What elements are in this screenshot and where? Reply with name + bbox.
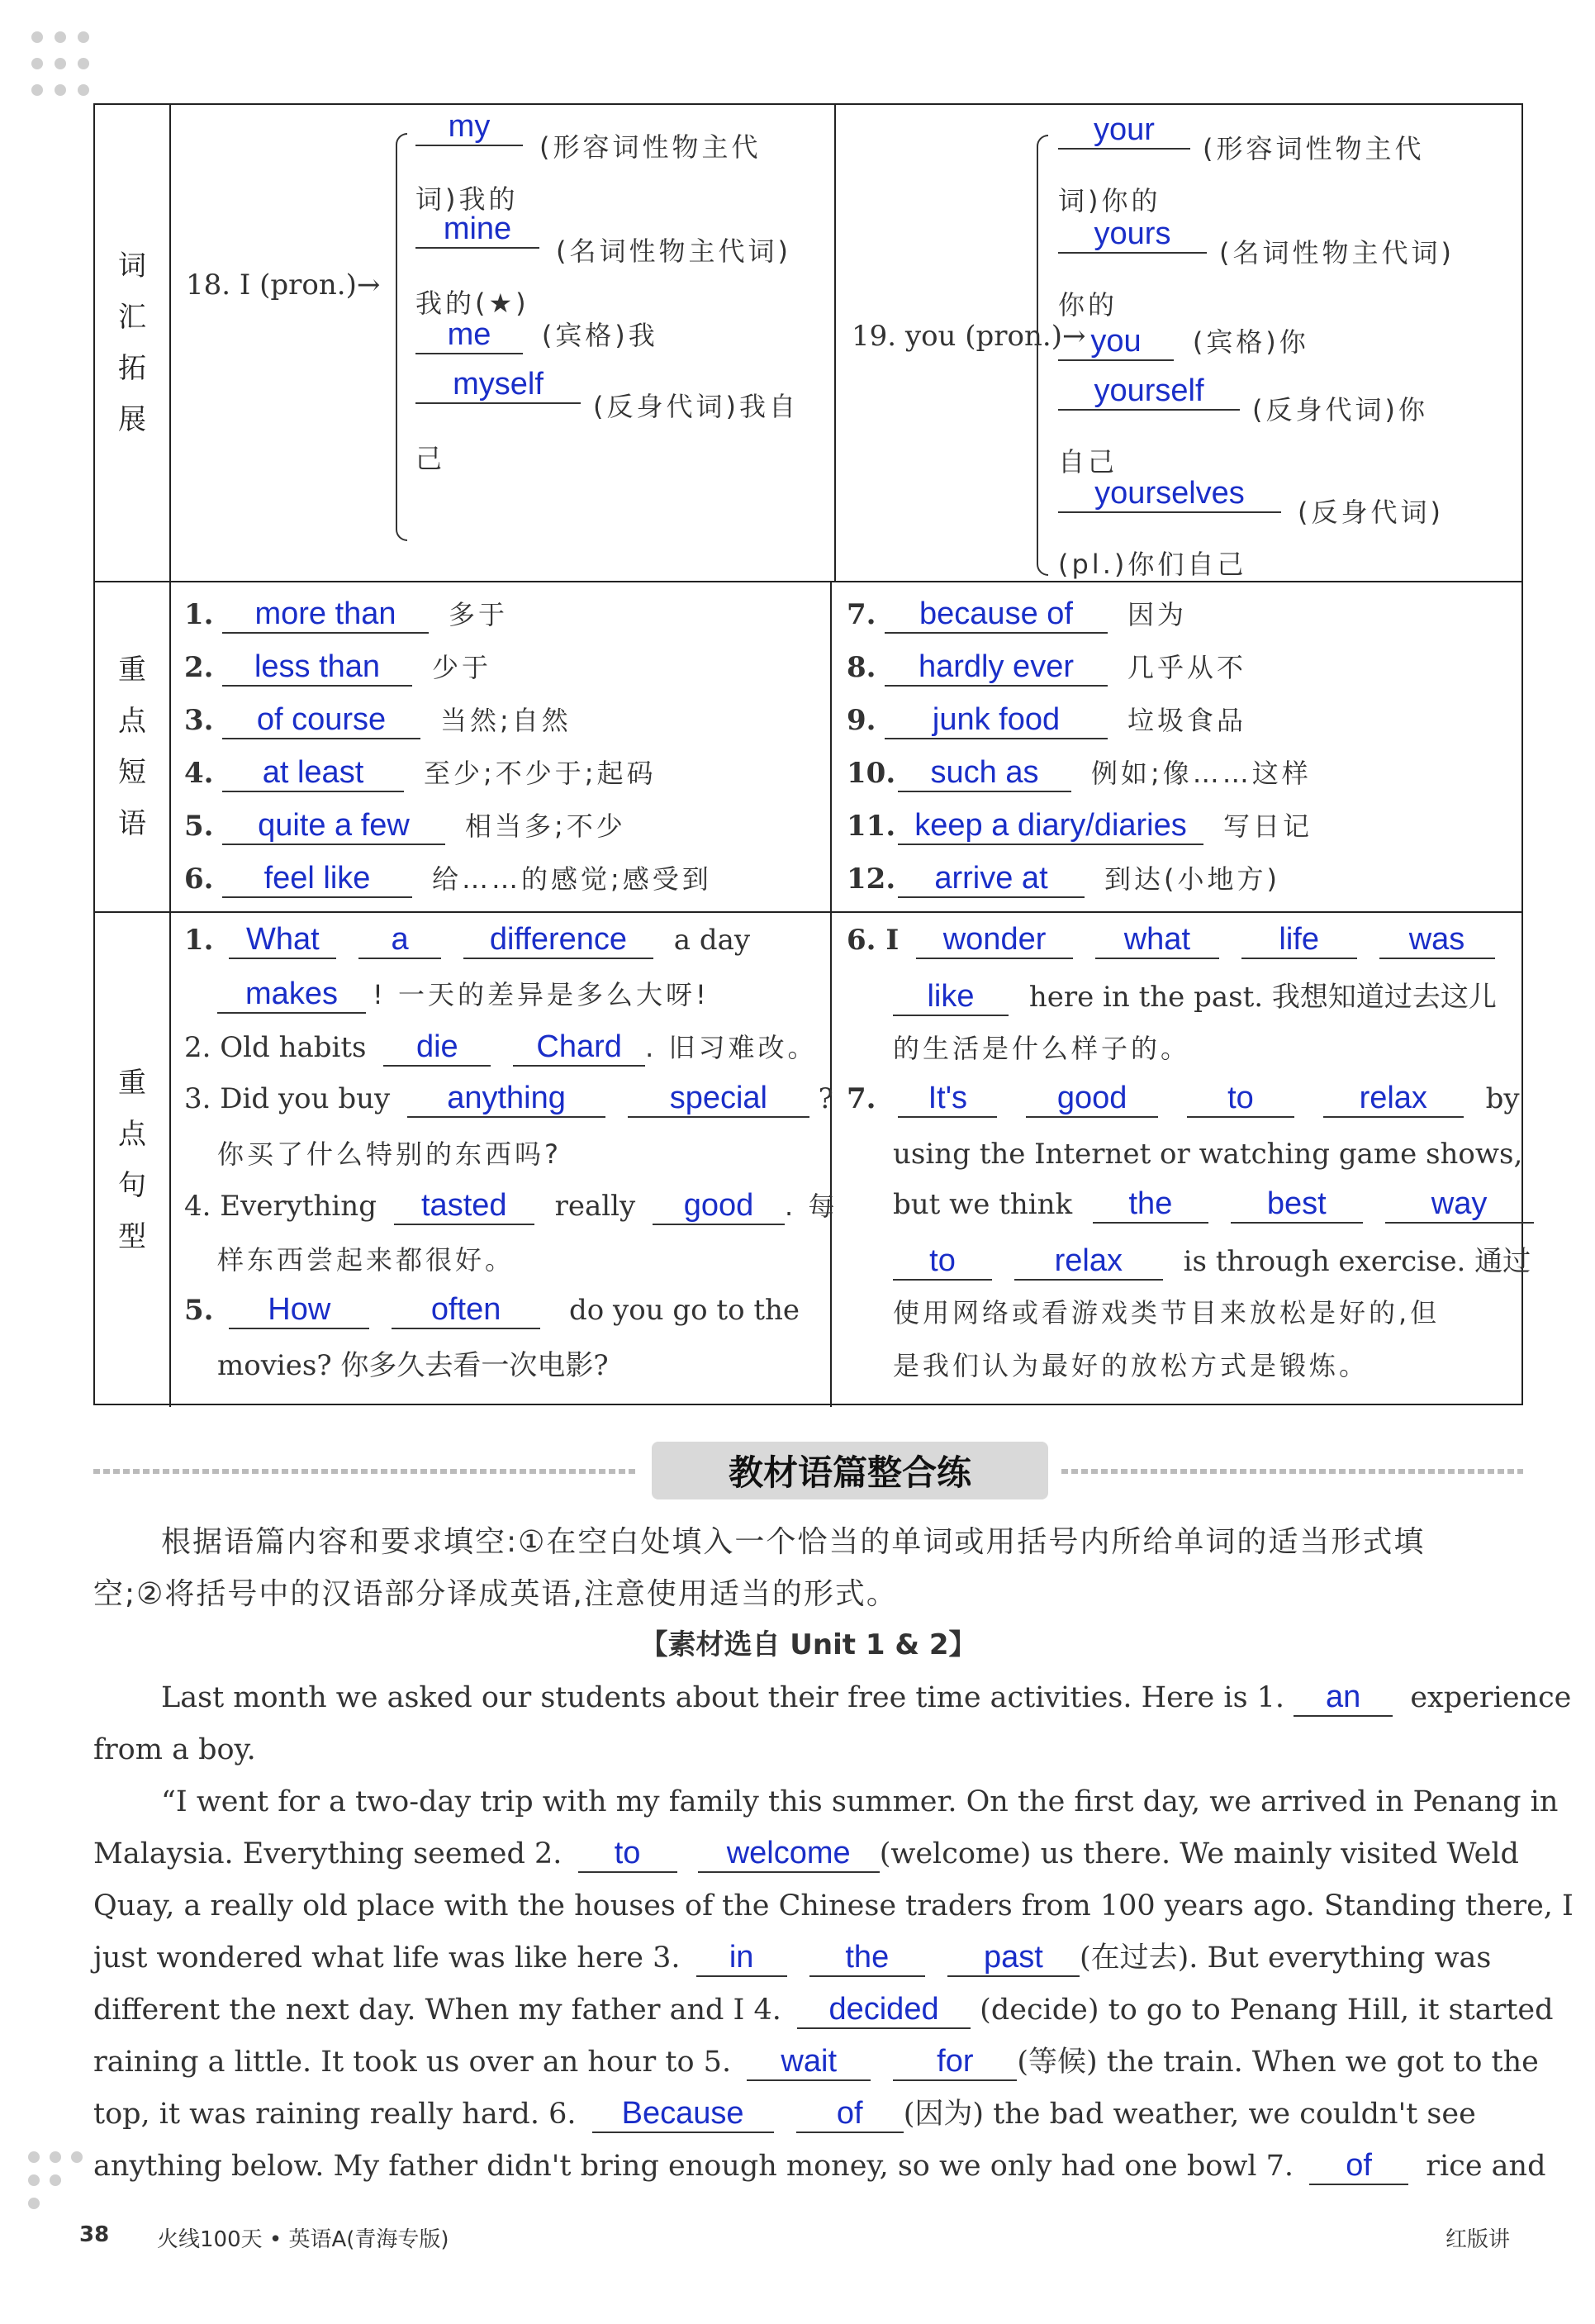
blank-7: of [1309, 2147, 1408, 2185]
vocab-section [95, 105, 1521, 582]
blank-5b: for [893, 2043, 1017, 2081]
corner-dots-top [25, 25, 83, 116]
sentences-section: 重 点 句 型 1. What a difference a day makes ! 一天的差异是多么大呀! 2. Old habits die Chard . 旧习难改。 3. Did you buy anything special ? 你买了什么特别的东西吗? 4. Everything tasted really good . 每 样东西尝起来都很好。 5. How often do you go to the movies? 你多久去看一次电影? 6. I wonder what life was like here in the past. 我想知道过去这儿 的生活是什么样子的。 7. It's good to relax by using the Internet or watching game shows, but we think the best way to relax is through exercise. 通过 使用网络或看游戏类节目来放松是好的,但 是我们认为最好的放松方式是锻炼。 [95, 913, 1521, 1407]
item-18 [184, 105, 828, 582]
phrase-answer: more than [222, 596, 429, 634]
blank-5a: wait [747, 2043, 871, 2081]
note-you: (宾格)你 [1192, 326, 1309, 358]
answer-your: your [1058, 112, 1190, 150]
blank-2b: welcome [698, 1835, 880, 1873]
sentences-label: 重 点 句 型 [95, 913, 171, 1407]
answer-you: you [1058, 323, 1174, 361]
phrase-answer: feel like [222, 860, 412, 898]
page-number: 38 [79, 2222, 110, 2247]
phrase-answer: such as [898, 754, 1071, 792]
phrase-answer: arrive at [898, 860, 1085, 898]
answer-mine: mine [415, 211, 539, 249]
answer-me: me [415, 316, 523, 354]
banner-title: 教材语篇整合练 [652, 1442, 1048, 1499]
edition-label: 红版讲 [1445, 2227, 1511, 2252]
item-19-head: 19. you (pron.)→ [852, 320, 1086, 353]
instructions: 根据语篇内容和要求填空:①在空白处填入一个恰当的单词或用括号内所给单词的适当形式填 空;②将括号中的汉语部分译成英语,注意使用适当的形式。 [93, 1525, 1426, 1611]
note-mine: (名词性物主代词)我的(★) [415, 235, 791, 319]
note-yourselves: (反身代词)(pl.)你们自己 [1058, 497, 1444, 580]
phrase-answer: of course [222, 701, 420, 739]
item-19 [845, 105, 1514, 582]
note-my: (形容词性物主代词)我的 [415, 131, 762, 215]
book-title: 火线100天 • 英语A(青海专版) [157, 2227, 449, 2252]
phrases-label: 重 点 短 语 [95, 582, 171, 911]
note-your: (形容词性物主代词)你的 [1058, 133, 1425, 216]
blank-4: decided [797, 1991, 971, 2029]
phrase-answer: because of [885, 596, 1108, 634]
answer-myself: myself [415, 366, 581, 404]
note-myself: (反身代词)我自己 [415, 391, 799, 474]
passage: Last month we asked our students about their free time activities. Here is 1. an experience from a boy. “I went for a two-day trip with my family this summer. On the first day, we arrived in Penang in Malaysia. Everything seemed 2. to welcome (welcome) us there. We mainly visited Weld Quay, a really old place with the houses of the Chinese traders from 100 years ago. Standing there, I just wondered what life was like here 3. in the past (在过去). But everything was different the next day. When my father and I 4. decided (decide) to go to Penang Hill, it started raining a little. It took us over an hour to 5. wait for (等候) the train. When we got to the top, it was raining really hard. 6. Because of (因为) the bad weather, we couldn't see anything below. My father didn't bring enough money, so we only had one bowl 7. of rice and [93, 1672, 1523, 2193]
blank-6b: of [796, 2095, 904, 2133]
phrases-section: 重 点 短 语 1. more than 多于 2. less than 少于 3. of course 当然;自然 4. at least 至少;不少于;起码 5. quite a few 相当多;不少 6. feel like 给……的感觉;感受到 7. because of 因为 8. hardly ever 几乎从不 9. junk food 垃圾食品 10. such as 例如;像……这样 11. keep a diary/diaries 写日记 12. arrive at 到达(小地方) [95, 582, 1521, 913]
source-label: 【素材选自 Unit 1 & 2】 [639, 1628, 977, 1661]
phrase-answer: junk food [885, 701, 1108, 739]
item-18-head: 18. I (pron.)→ [186, 269, 381, 302]
section-banner [93, 1442, 1523, 1499]
phrase-answer: less than [222, 649, 412, 687]
note-yours: (名词性物主代词)你的 [1058, 237, 1455, 321]
answer-my: my [415, 108, 523, 146]
blank-3b: the [809, 1939, 925, 1977]
blank-3c: past [947, 1939, 1080, 1977]
phrase-answer: quite a few [222, 807, 445, 845]
blank-1: an [1294, 1679, 1393, 1717]
blank-6a: Because [592, 2095, 774, 2133]
phrase-answer: hardly ever [885, 649, 1108, 687]
summary-table [93, 103, 1531, 1405]
answer-yourself: yourself [1058, 373, 1240, 411]
phrase-answer: keep a diary/diaries [898, 807, 1203, 845]
blank-3a: in [696, 1939, 787, 1977]
note-me: (宾格)我 [541, 320, 658, 351]
blank-2a: to [578, 1835, 677, 1873]
answer-yours: yours [1058, 216, 1207, 254]
note-yourself: (反身代词)你自己 [1058, 394, 1428, 478]
corner-dots-bottom [25, 2148, 74, 2214]
phrase-answer: at least [222, 754, 404, 792]
vocab-label: 词 汇 拓 展 [95, 105, 171, 581]
answer-yourselves: yourselves [1058, 475, 1281, 513]
